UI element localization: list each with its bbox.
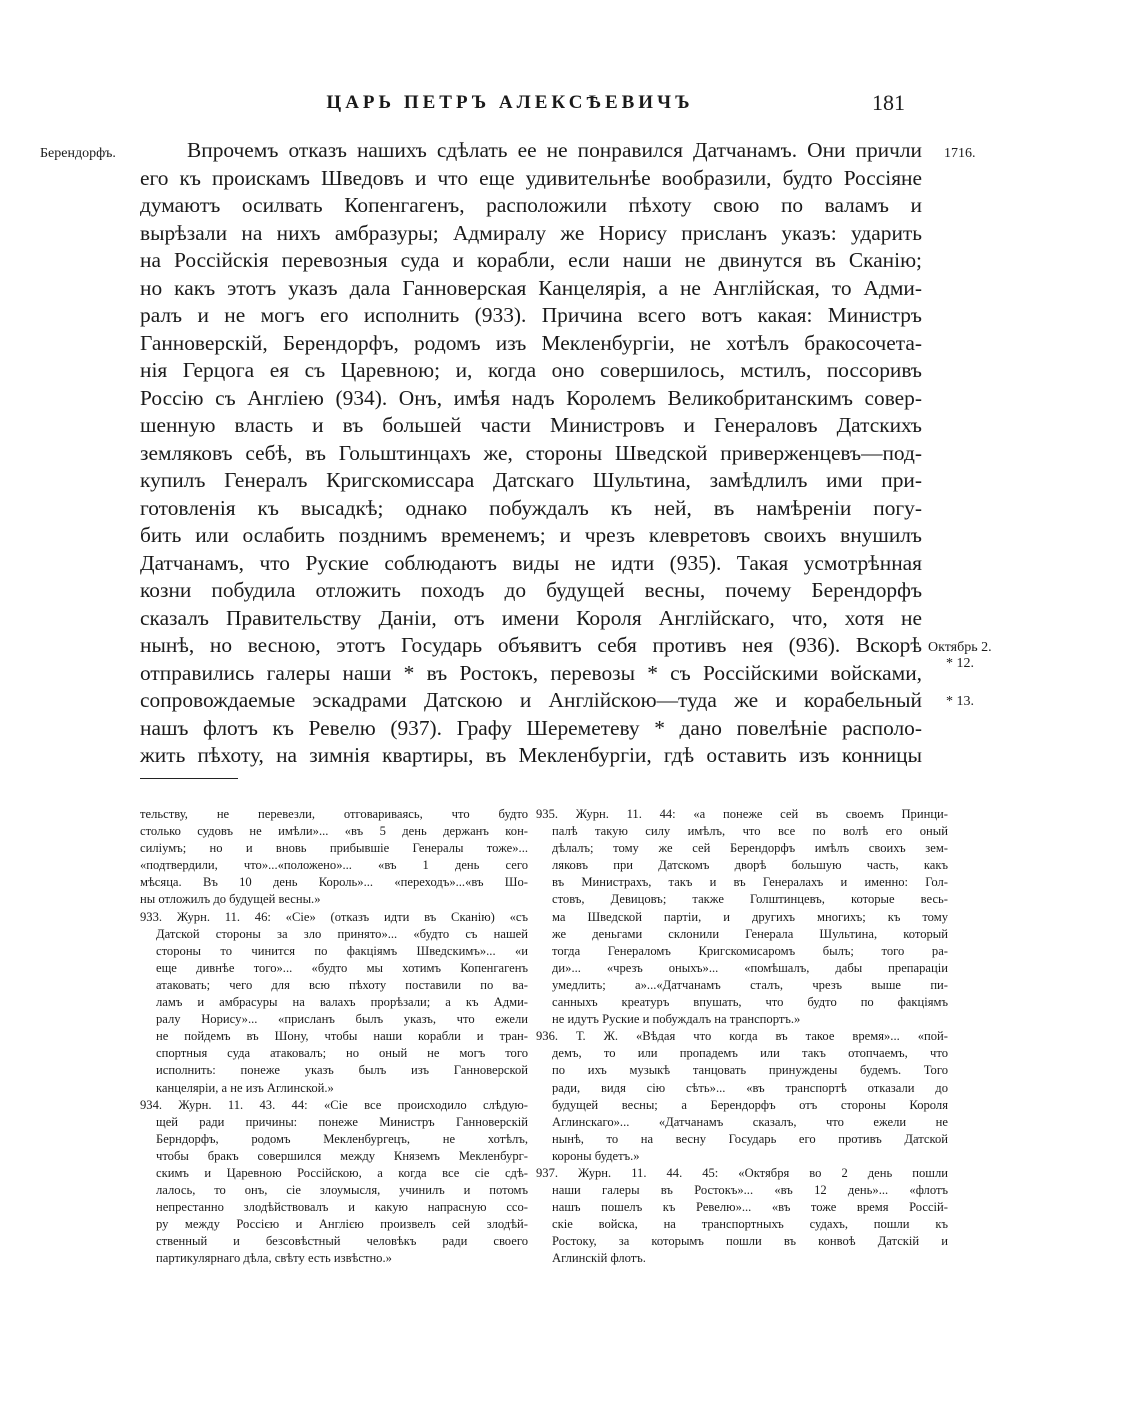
footnote-line: демъ, то или пропадемъ или такъ отопчаемъ, что <box>552 1046 948 1061</box>
footnote-line: тельству, не перевезли, отговариваясь, что будто <box>140 807 528 821</box>
footnote-line: лалось, то онъ, сіе злоумысля, учинилъ и потомъ <box>156 1183 528 1198</box>
footnote-line: 937. Журн. 11. 44. 45: «Октября во 2 день пошли <box>536 1165 948 1180</box>
main-text-line: Россію съ Англіею (934). Онъ, имѣя надъ Королемъ Великобританскимъ совер- <box>140 385 922 410</box>
main-text-line: нынѣ, но весною, этотъ Государь объявитъ себя противъ нея (936). Вскорѣ <box>140 633 922 657</box>
margin-note-13: * 13. <box>946 694 974 709</box>
footnote-line: 934. Журн. 11. 43. 44: «Сіе все происходило слѣдую- <box>140 1097 528 1112</box>
footnote-line: 936. Т. Ж. «Вѣдая что когда въ такое время»... «пой- <box>536 1029 948 1044</box>
footnote-line: мѣсяца. Въ 10 день Король»... «переходъ»...«въ Шо- <box>140 875 528 890</box>
footnote-line: ру между Россією и Англією произвелъ сей злодѣй- <box>156 1217 528 1232</box>
footnote-line: ди»... «чрезъ оныхъ»... «помѣшалъ, дабы препараціи <box>552 960 948 975</box>
main-text-line: козни побудила отложить походъ до будущей весны, почему Берендорфъ <box>140 578 922 602</box>
main-text-line: Впрочемъ отказъ нашихъ сдѣлать ее не понравился Датчанамъ. Они причли <box>187 138 922 162</box>
main-text-line: нія Герцога ея съ Царевною; и, когда оно совершилось, мстилъ, поссоривъ <box>140 358 922 382</box>
footnote-line: наши галеры въ Ростокъ»... «въ 12 день»... «флотъ <box>552 1183 948 1198</box>
footnote-line: скіе войска, на транспортныхъ судахъ, пошли къ <box>552 1217 948 1232</box>
footnote-line: спортныя суда атаковалъ; но оный не могъ того <box>156 1046 528 1061</box>
footnote-line: палѣ такую силу имѣлъ, что все по волѣ его оный <box>552 824 948 839</box>
footnote-line: столько судовъ не имѣли»... «въ 5 день держанъ кон- <box>140 824 528 839</box>
footnote-line: нынѣ, то на весну Государь его противъ Датской <box>552 1131 948 1146</box>
main-text-line: на Россійскія перевозныя суда и корабли, если наши не двинутся въ Сканію; <box>140 248 922 272</box>
main-text-line: вырѣзали на нихъ амбразуры; Адмиралу же Норису присланъ указъ: ударить <box>140 220 922 245</box>
footnote-line: короны будетъ.» <box>552 1148 640 1163</box>
footnote-line: тогда Генераломъ Кригскомисаромъ былъ; того ра- <box>552 943 948 958</box>
footnote-line: же деньгами склонили Генерала Шультина, который <box>552 926 948 941</box>
main-text-line: готовленія къ высадкѣ; однако побуждалъ къ ней, въ намѣреніи погу- <box>140 495 922 520</box>
footnote-line: нашъ пошелъ къ Ревелю»... «въ тоже время Россій- <box>552 1200 948 1215</box>
footnote-line: ны отложилъ до будущей весны.» <box>140 892 321 907</box>
footnote-line: 933. Журн. 11. 46: «Сіе» (отказъ идти въ Сканію) «съ <box>140 909 528 924</box>
main-text-line: земляковъ себѣ, въ Гольштинцахъ же, стороны Шведской приверженцевъ—под- <box>140 440 922 465</box>
footnote-line: Берндорфъ, родомъ Мекленбургецъ, не хотѣлъ, <box>156 1131 528 1146</box>
footnote-line: въ Министрахъ, такъ и въ Генералахъ и именно: Гол- <box>552 875 948 890</box>
main-text-line: жить пѣхоту, на зимнія квартиры, въ Мекленбургіи, гдѣ оставить изъ конницы <box>140 743 922 767</box>
footnote-line: не пойдемъ въ Шону, чтобы наши корабли и тран- <box>156 1029 528 1044</box>
footnotes-left-column <box>140 806 528 1268</box>
main-text-line: отправились галеры наши * въ Ростокъ, перевозы * съ Россійскими войсками, <box>140 660 922 685</box>
margin-note-october: Октябрь 2. <box>928 640 992 655</box>
footnote-line: стовъ, Девицовъ; также Голштинцевъ, которые весь- <box>552 892 948 907</box>
margin-name: Берендорфъ. <box>40 146 116 161</box>
main-text-line: Ганноверскій, Берендорфъ, родомъ изъ Мекленбургіи, не хотѣлъ бракосочета- <box>140 330 922 355</box>
margin-note-12: * 12. <box>946 656 974 671</box>
footnote-line: будущей весны; а Берендорфъ отъ стороны Короля <box>552 1097 948 1112</box>
footnote-line: Аглинскаго»... «Датчанамъ сказалъ, что ежели не <box>552 1114 948 1129</box>
footnote-line: Ростоку, за которымъ пошли въ конвоѣ Датскій и <box>552 1234 948 1249</box>
main-text-line: сопровождаемые эскадрами Датскою и Англійскою—туда же и корабельный <box>140 688 922 712</box>
footnote-line: партикулярнаго дѣла, свѣту есть извѣстно.» <box>156 1251 392 1266</box>
footnote-line: скимъ и Царевною Россійскою, а когда все сіе сдѣ- <box>156 1165 528 1180</box>
footnote-line: санныхъ креатуръ впушать, что будто по факціямъ <box>552 995 948 1010</box>
footnote-line: щей ради причины: понеже Министръ Ганноверскій <box>156 1114 528 1129</box>
footnote-line: ма Шведской партіи, и другихъ многихъ; къ тому <box>552 909 948 924</box>
main-text <box>140 137 922 770</box>
footnote-line: ралу Норису»... «присланъ былъ указъ, что ежели <box>156 1012 528 1027</box>
footnote-line: силіумъ; но и вновь прибывшіе Генералы тоже»... <box>140 841 528 856</box>
footnote-line: не идутъ Руские и побуждалъ на транспортъ.» <box>552 1012 801 1027</box>
footnote-rule <box>140 778 238 779</box>
margin-year: 1716. <box>944 146 976 161</box>
footnote-line: атаковать; чего для всю пѣхоту поставили по ва- <box>156 977 528 992</box>
footnote-line: по ихъ музыкѣ танцовать принуждены будемъ. Того <box>552 1063 948 1078</box>
footnote-line: стороны то чинится по факціямъ Шведскимъ»... «и <box>156 943 528 958</box>
footnote-line: исполнить: понеже указъ былъ изъ Ганноверской <box>156 1063 528 1078</box>
main-text-line: сказалъ Правительству Даніи, отъ имени Короля Англійскаго, что, хотя не <box>140 605 922 630</box>
main-text-line: ралъ и не могъ его исполнить (933). Причина всего вотъ какая: Министръ <box>140 303 922 327</box>
footnote-line: умедлить; а»...«Датчанамъ сталъ, чрезъ выше пи- <box>552 977 948 992</box>
footnote-line: 935. Журн. 11. 44: «а понеже сей въ своемъ Принци- <box>536 807 948 821</box>
page-number: 181 <box>872 90 905 115</box>
footnotes-right-column <box>536 806 948 1268</box>
footnote-line: ламъ и амбрасуры на валахъ прорѣзали; а къ Адми- <box>156 995 528 1010</box>
footnote-line: чтобы бракъ совершился между Княземъ Мекленбург- <box>156 1148 528 1163</box>
main-text-line: Датчанамъ, что Руские соблюдаютъ виды не идти (935). Такая усмотрѣнная <box>140 550 922 575</box>
footnote-line: ляковъ при Датскомъ дворѣ большую часть, какъ <box>552 858 948 873</box>
main-text-line: бить или ослабить позднимъ временемъ; и чрезъ клевретовъ своихъ внушилъ <box>140 523 922 547</box>
main-text-line: купилъ Генералъ Кригскомиссара Датскаго Шультина, замѣдлилъ ими при- <box>140 468 922 492</box>
footnote-line: еще дивнѣе того»... «будто мы хотимъ Копенгагенъ <box>156 960 528 975</box>
main-text-line: шенную власть и въ большей части Министровъ и Генераловъ Датскихъ <box>140 413 922 437</box>
running-title: ЦАРЬ ПЕТРЪ АЛЕКСѢЕВИЧЪ <box>326 92 694 113</box>
footnote-line: Датской стороны за зло принято»... «будто съ нашей <box>156 926 528 941</box>
main-text-line: думаютъ осилвать Копенгагенъ, расположили пѣхоту свою по валамъ и <box>140 193 922 217</box>
main-text-line: его къ проискамъ Шведовъ и что еще удивительнѣе вообразили, будто Россіяне <box>140 165 922 190</box>
footnote-line: ственный и безсовѣстный человѣкъ ради своего <box>156 1234 528 1249</box>
footnote-line: дѣлалъ; тому же сей Берендорфъ имѣлъ своихъ зем- <box>552 841 948 856</box>
footnote-line: «подтвердили, что»...«положено»... «въ 1 день сего <box>140 858 528 873</box>
main-text-line: нашъ флотъ къ Ревелю (937). Графу Шереметеву * дано повелѣніе располо- <box>140 715 922 740</box>
footnote-line: непрестанно злодѣйствовалъ и какую напрасную ссо- <box>156 1200 528 1215</box>
main-text-line: но какъ этотъ указъ дала Ганноверская Канцелярія, а не Англійская, то Адми- <box>140 275 922 300</box>
footnote-line: Аглинскій флотъ. <box>552 1251 646 1266</box>
footnote-line: ради, видя сію сѣть»... «въ транспортѣ отказали до <box>552 1080 948 1095</box>
footnote-line: канцеляріи, а не изъ Аглинской.» <box>156 1080 334 1095</box>
